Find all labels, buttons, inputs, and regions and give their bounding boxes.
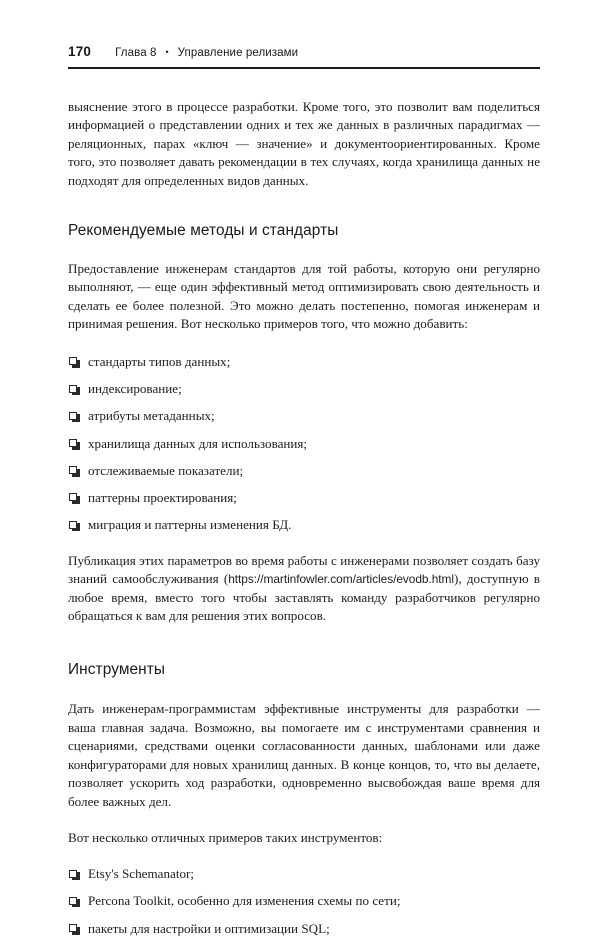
section-heading-recommended-methods: Рекомендуемые методы и стандарты [68,221,339,239]
chapter-label: Глава 8 [115,47,157,59]
page-content [68,44,540,938]
list-item [68,353,540,372]
chapter-title: Управление релизами [177,47,299,59]
list-item [68,920,540,938]
section-paragraph-recommended-methods: Предоставление инженерам стандартов для той работы, которую они регулярно выполняют, — еще один эффективный метод оптимизировать свою деятельность и сделать ее более полезной. Это можно делать постепенно, помогая инженерам и принимая решения. Вот несколько примеров того, что можно добавить: [68,260,540,332]
list-item-label: стандарты типов данных; [88,353,231,369]
list-item [68,462,540,481]
square-bullet-icon [69,412,77,420]
running-header [68,44,540,62]
list-item-label: индексирование; [88,381,182,397]
standards-list [68,353,540,535]
list-item-label: хранилища данных для использования; [88,435,308,451]
list-item [68,489,540,508]
square-bullet-icon [69,439,77,447]
page-number: 170 [68,44,92,59]
closing-text-after-url: ), доступную в любое время, вместо того чтобы заставлять команду разработчиков регулярно обращаться к вам для решения этих вопросов. [68,571,540,624]
section-heading-tools: Инструменты [68,661,166,679]
list-item-label: атрибуты метаданных; [88,408,215,424]
header-separator-dot: • [165,47,169,57]
list-item [68,407,540,426]
list-item-label: Percona Toolkit, особенно для изменения схемы по сети; [88,893,401,909]
section-paragraph-tools: Дать инженерам-программистам эффективные инструменты для разработки — ваша главная задача. Возможно, вы помогаете им с инструментами сравнения и сценариями, средствами оценки согласованности данных, шаблонами или даже конфигураторами для новых хранилищ данных. В конце концов, то, что вы делаете, позволяет ускорить ход разработки, одновременно высвобождая ваше время для более важных дел. [68,701,540,809]
list-item [68,892,540,911]
list-item [68,380,540,399]
square-bullet-icon [69,493,77,501]
square-bullet-icon [69,357,77,365]
list-item-label: отслеживаемые показатели; [88,462,244,478]
list-item-label: Etsy's Schemanator; [88,866,194,882]
list-item [68,865,540,884]
square-bullet-icon [69,466,77,474]
tools-list [68,865,540,938]
tools-list-lead-in: Вот несколько отличных примеров таких инструментов: [68,829,383,845]
list-item [68,435,540,454]
square-bullet-icon [69,870,77,878]
square-bullet-icon [69,385,77,393]
square-bullet-icon [69,924,77,932]
square-bullet-icon [69,521,77,529]
closing-text-before-url: Публикация этих параметров во время работы с инженерами позволяет создать базу знаний самообслуживания ( [68,552,540,587]
list-item-label: пакеты для настройки и оптимизации SQL; [88,920,330,936]
list-item-label: паттерны проектирования; [88,489,237,505]
list-item [68,516,540,535]
intro-paragraph: выяснение этого в процессе разработки. Кроме того, это позволит вам поделиться информацией о представлении одних и тех же данных в различных парадигмах — реляционных, парах «ключ — значение» и документоориентированных. Кроме того, это позволяет давать рекомендации в тех случаях, когда хранилища данных не подходят для определенных видов данных. [68,98,540,188]
evodb-article-url[interactable]: https://martinfowler.com/articles/evodb.html [228,572,455,587]
header-rule [68,67,540,69]
closing-paragraph-recommended-methods [68,552,540,626]
square-bullet-icon [69,897,77,905]
list-item-label: миграция и паттерны изменения БД. [88,517,292,533]
